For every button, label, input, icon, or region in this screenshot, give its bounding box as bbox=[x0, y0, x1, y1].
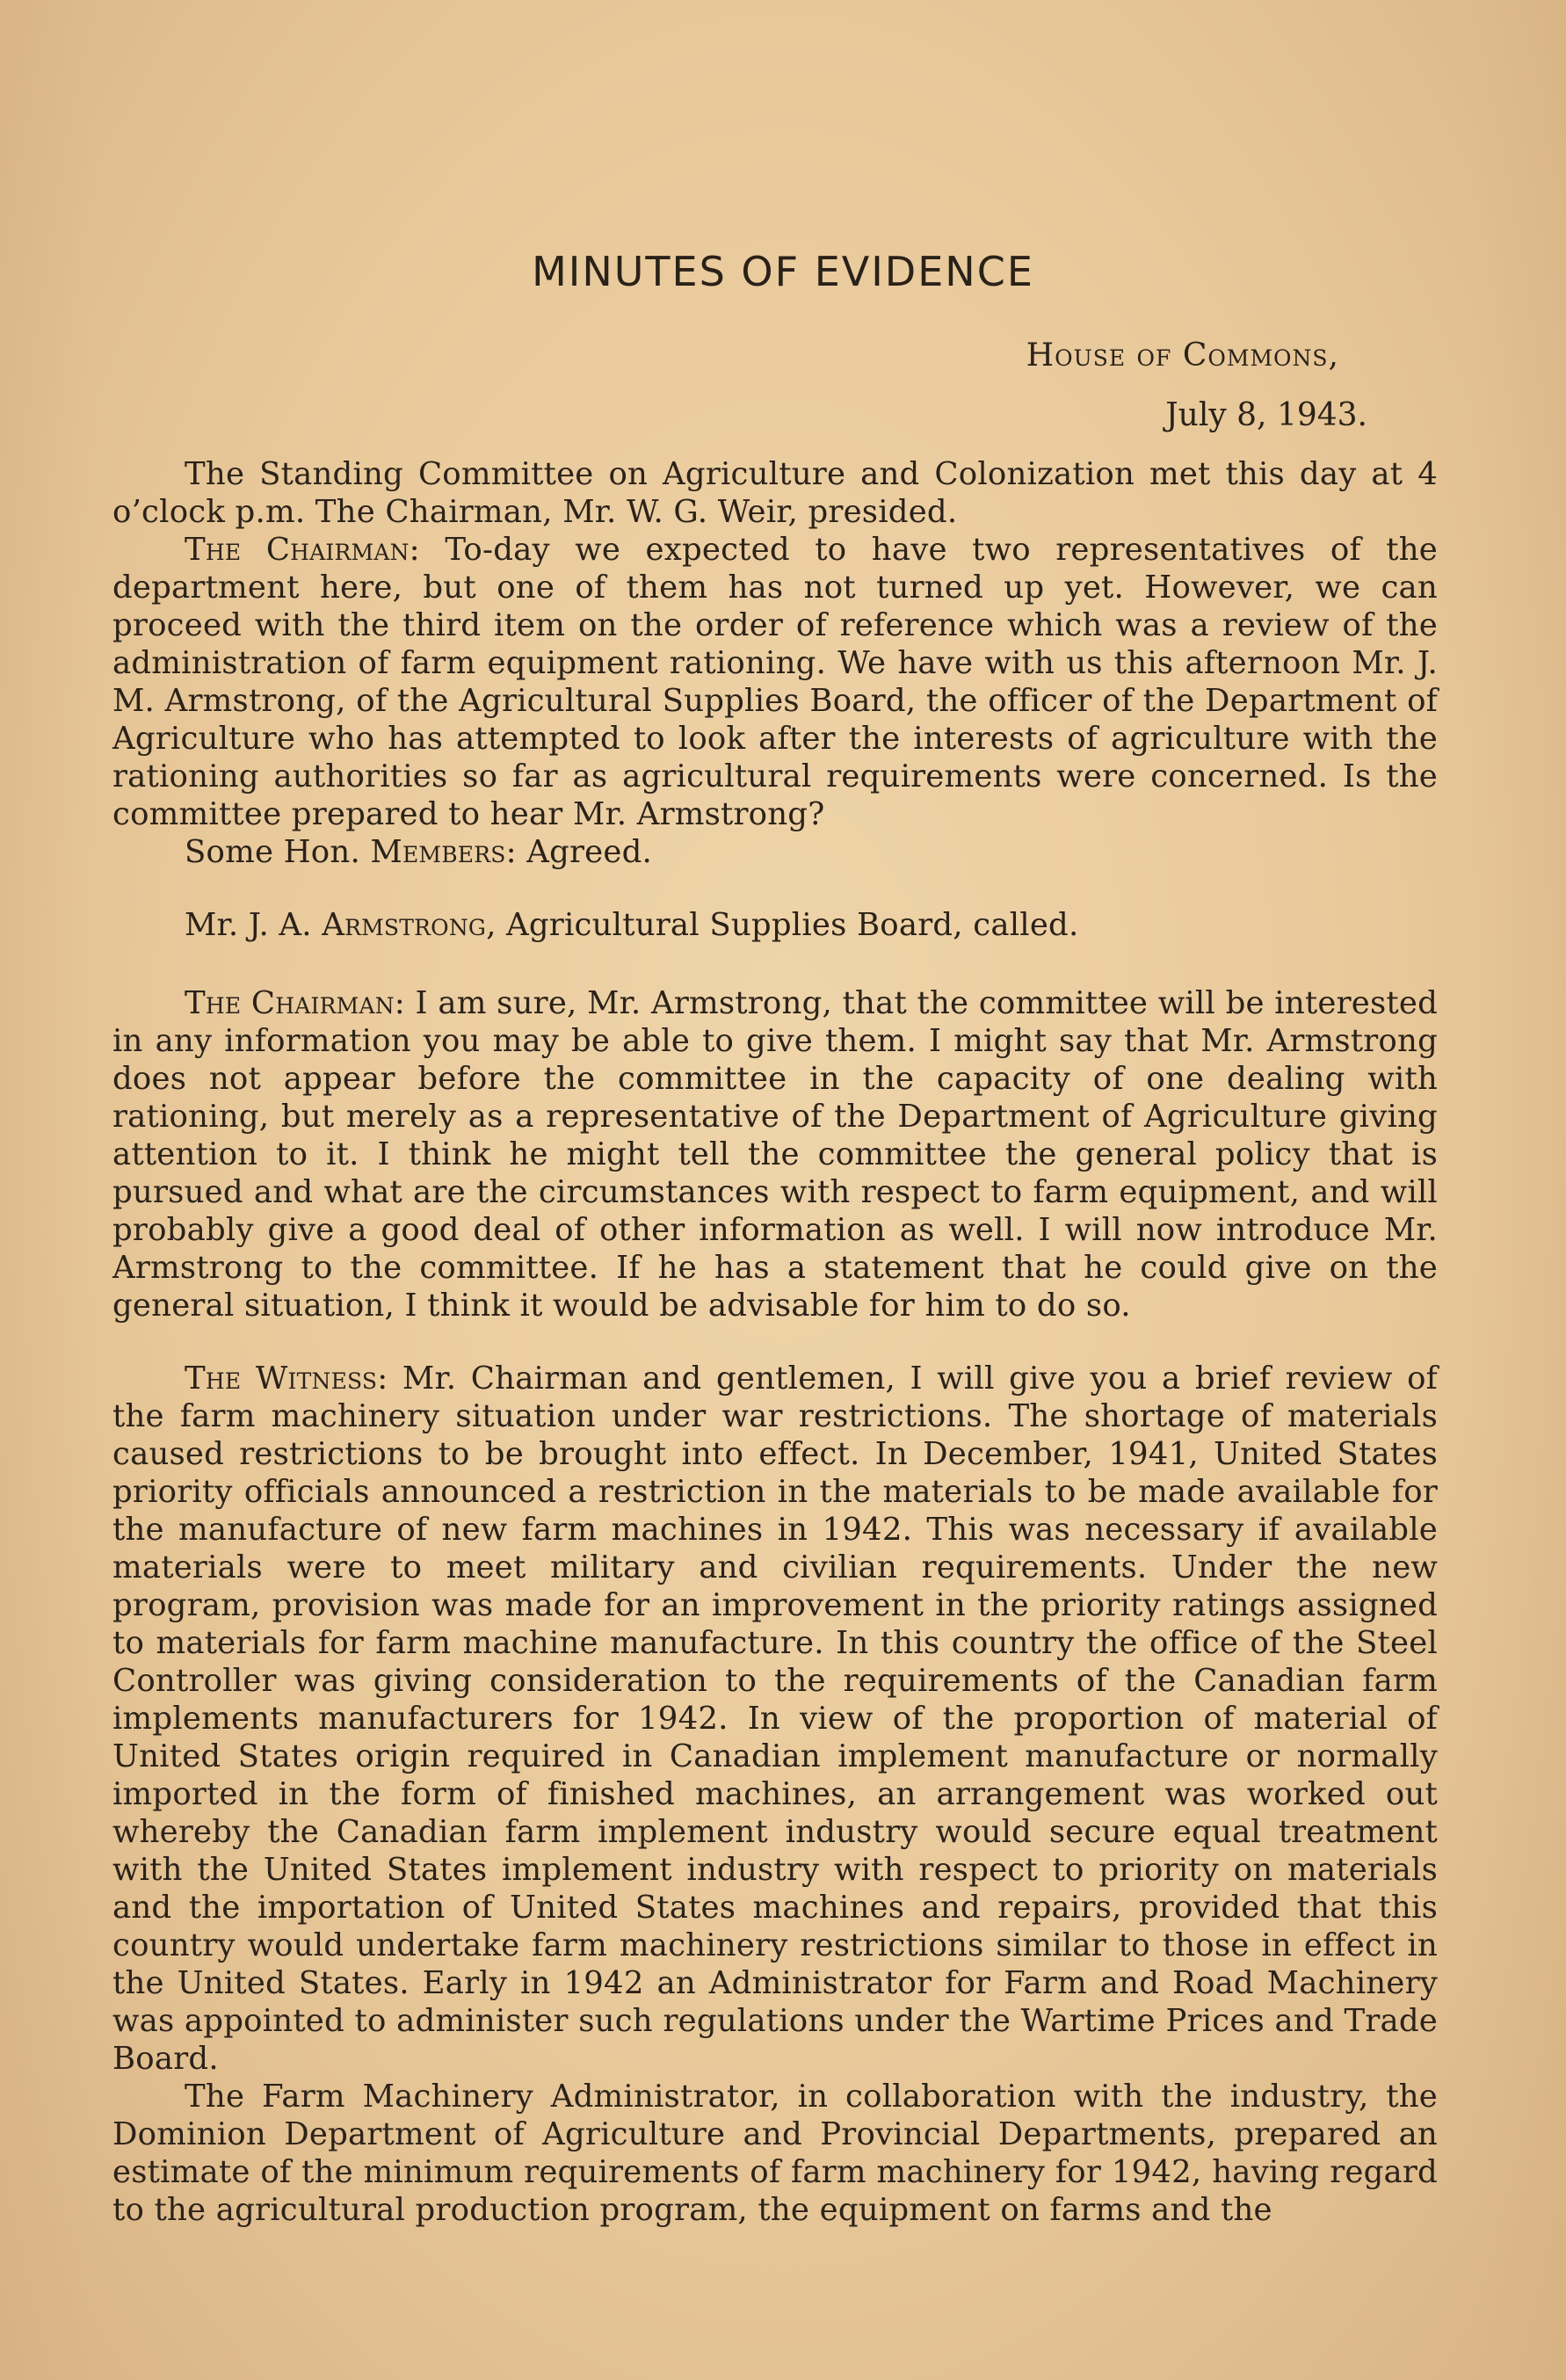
witness-text: Mr. Chairman and gentlemen, I will give you a brief review of the farm machinery situation under war restrictions. The shortage of materials caused restrictions to be brought into effect. In December, 1941, United States priority officials announced a restriction in the materials to be made available for the manufacture of new farm machines in 1942. This was necessary if available materials were to meet military and civilian requirements. Under the new program, provision was made for an improvement in the priority ratings assigned to materials for farm machine manufacture. In this country the office of the Steel Controller was giving consideration to the requirements of the Canadian farm implements manufacturers for 1942. In view of the proportion of material of United States origin required in Canadian implement manufacture or normally imported in the form of finished machines, an arrangement was worked out whereby the Canadian farm implement industry would secure equal treatment with the United States implement industry with respect to priority on materials and the importation of United States machines and repairs, provided that this country would undertake farm machinery restrictions similar to those in effect in the United States. Early in 1942 an Administrator for Farm and Road Machinery was appointed to administer such regulations under the Wartime Prices and Trade Board. bbox=[112, 1361, 1438, 2077]
paragraph-witness bbox=[112, 1360, 1438, 2078]
members-prefix: Some Hon. bbox=[185, 834, 371, 870]
page-title: MINUTES OF EVIDENCE bbox=[532, 248, 1034, 295]
members-text: Agreed. bbox=[516, 834, 653, 870]
paragraph-administrator: The Farm Machinery Administrator, in collaboration with the industry, the Dominion Department of Agriculture and Provincial Departments, prepared an estimate of the minimum requirements of farm machinery for 1942, having regard to the agricultural production program, the equipment on farms and the bbox=[112, 2079, 1438, 2228]
witness-name: Armstrong, bbox=[322, 907, 497, 943]
speaker-members: Members: bbox=[370, 834, 517, 870]
called-prefix: Mr. J. A. bbox=[185, 907, 323, 943]
paragraph-chairman-1 bbox=[112, 531, 1438, 833]
chairman-1-text: To-day we expected to have two representatives of the department here, but one of them has not turned up yet. However, we can proceed with the third item on the order of reference which was a review of the administration of farm equipment rationing. We have with us this afternoon Mr. J. M. Armstrong, of the Agricultural Supplies Board, the officer of the Department of Agriculture who has attempted to look after the interests of agriculture with the rationing authorities so far as agricultural requirements were concerned. Is the committee prepared to hear Mr. Armstrong? bbox=[112, 532, 1438, 832]
speaker-chairman: The Chairman: bbox=[185, 985, 405, 1021]
paragraph-chairman-2 bbox=[112, 984, 1438, 1324]
paragraph-opening: The Standing Committee on Agriculture and Colonization met this day at 4 o’clock p.m. The Chairman, Mr. W. G. Weir, presided. bbox=[112, 456, 1438, 530]
called-text: Agricultural Supplies Board, called. bbox=[496, 907, 1079, 943]
date-line: July 8, 1943. bbox=[1165, 397, 1367, 433]
chairman-2-text: I am sure, Mr. Armstrong, that the committee will be interested in any information you may be able to give them. I might say that Mr. Armstrong does not appear before the committee in the capacity of one dealing with rationing, but merely as a representative of the Department of Agriculture giving attention to it. I think he might tell the committee the general policy that is pursued and what are the circumstances with respect to farm equipment, and will probably give a good deal of other information as well. I will now introduce Mr. Armstrong to the committee. If he has a statement that he could give on the general situation, I think it would be advisable for him to do so. bbox=[112, 985, 1438, 1324]
paragraph-witness-called bbox=[112, 906, 1438, 944]
document-body bbox=[112, 455, 1438, 2229]
speaker-witness: The Witness: bbox=[185, 1361, 388, 1397]
speaker-chairman: The Chairman: bbox=[185, 532, 420, 568]
house-heading: House of Commons, bbox=[1026, 337, 1339, 374]
paragraph-members bbox=[112, 833, 1438, 871]
